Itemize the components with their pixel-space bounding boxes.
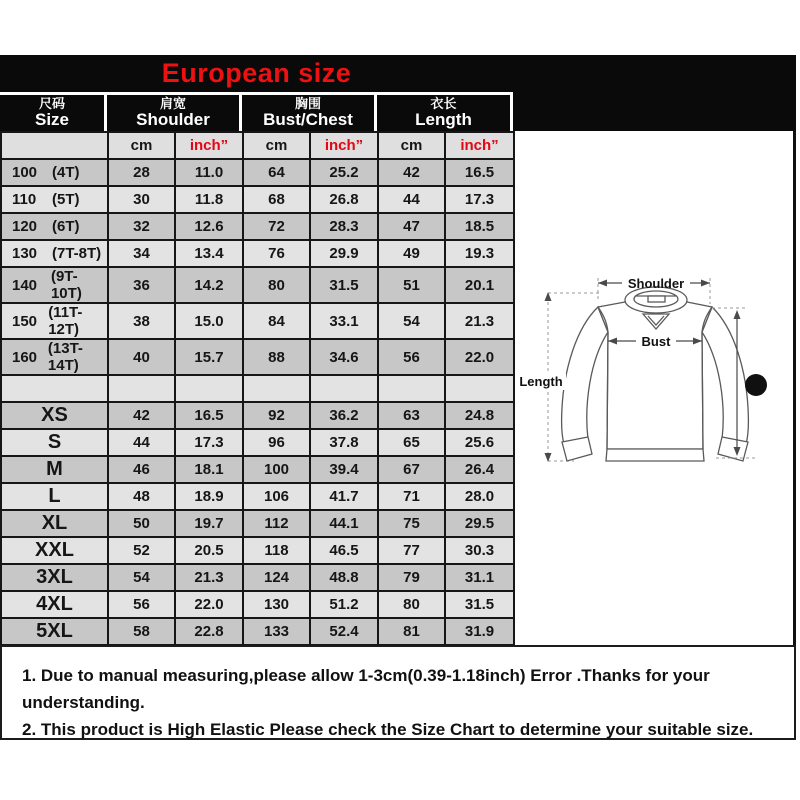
shoulder-inch-cell: 18.9 [175,483,243,510]
column-header-bust [242,95,377,131]
bust-cm-cell: 80 [243,267,310,303]
bust-unit-cm: cm [243,132,310,159]
length-cm-cell: 71 [378,483,445,510]
column-header-length-en: Length [415,110,472,129]
length-inch-cell: 20.1 [445,267,514,303]
length-inch-cell: 31.5 [445,591,514,618]
bust-cm-cell: 133 [243,618,310,645]
bust-cm-cell: 64 [243,159,310,186]
table-row-5XL [1,618,514,645]
column-header-shoulder-zh: 肩宽 [159,96,186,111]
page-title: European size [161,58,352,88]
size-number: 110 [12,191,37,208]
size-cell [1,186,108,213]
length-inch-cell: 18.5 [445,213,514,240]
shoulder-cm-cell: 30 [108,186,175,213]
table-row-S [1,429,514,456]
length-inch-cell: 29.5 [445,510,514,537]
size-number: 150 [12,312,38,330]
bust-inch-cell: 48.8 [310,564,378,591]
length-cm-cell: 75 [378,510,445,537]
size-cell: S [1,429,108,456]
bust-inch-cell: 51.2 [310,591,378,618]
shoulder-cm-cell: 58 [108,618,175,645]
bust-cm-cell [243,375,310,402]
table-row-XS [1,402,514,429]
size-number: 120 [12,218,38,235]
shoulder-cm-cell: 52 [108,537,175,564]
bust-inch-cell: 46.5 [310,537,378,564]
shoulder-inch-cell: 20.5 [175,537,243,564]
shoulder-cm-cell: 50 [108,510,175,537]
hem-band [606,449,704,461]
size-number: 130 [12,245,38,262]
table-row-XXL [1,537,514,564]
size-cell: XL [1,510,108,537]
shoulder-cm-cell: 28 [108,159,175,186]
size-fit: (5T) [52,191,80,208]
bust-inch-cell: 52.4 [310,618,378,645]
column-header-size-en: Size [34,110,70,129]
table-row-L [1,483,514,510]
shoulder-unit-cm: cm [108,132,175,159]
size-table [0,131,515,673]
length-label: Length [519,374,563,389]
bust-inch-cell: 28.3 [310,213,378,240]
size-cell [1,267,108,303]
table-row-4XL [1,591,514,618]
length-inch-cell: 16.5 [445,159,514,186]
length-cm-cell: 63 [378,402,445,429]
size-cell: 4XL [1,591,108,618]
shoulder-inch-cell: 22.0 [175,591,243,618]
size-fit: (13T-14T) [47,340,83,374]
size-cell: M [1,456,108,483]
column-header-shoulder-en: Shoulder [136,110,210,129]
bust-inch-cell: 25.2 [310,159,378,186]
length-cm-cell: 79 [378,564,445,591]
shoulder-cm-cell: 38 [108,303,175,339]
shoulder-unit-inch: inch” [175,132,243,159]
bust-cm-cell: 100 [243,456,310,483]
length-inch-cell: 31.9 [445,618,514,645]
length-cm-cell: 49 [378,240,445,267]
shoulder-cm-cell: 48 [108,483,175,510]
bust-inch-cell: 39.4 [310,456,378,483]
size-cell [1,375,108,402]
length-cm-cell: 42 [378,159,445,186]
bust-inch-cell: 36.2 [310,402,378,429]
table-row-spacer [1,375,514,402]
length-cm-cell: 65 [378,429,445,456]
table-row-100 [1,159,514,186]
shoulder-cm-cell: 46 [108,456,175,483]
unit-header-size-cell [1,132,108,159]
column-header-bust-en: Bust/Chest [263,110,353,129]
length-inch-cell: 21.3 [445,303,514,339]
shoulder-inch-cell: 11.0 [175,159,243,186]
right-sleeve [702,307,748,444]
left-sleeve [562,307,608,444]
bust-cm-cell: 106 [243,483,310,510]
size-fit: (11T-12T) [48,304,83,338]
bust-cm-cell: 72 [243,213,310,240]
size-fit: (4T) [52,164,80,181]
right-arrowhead-up [734,310,741,319]
shoulder-cm-cell: 42 [108,402,175,429]
bust-inch-cell: 34.6 [310,339,378,375]
length-unit-inch: inch” [445,132,514,159]
length-cm-cell: 77 [378,537,445,564]
table-row-120 [1,213,514,240]
length-inch-cell: 22.0 [445,339,514,375]
garment-diagram [510,240,800,490]
shoulder-cm-cell: 44 [108,429,175,456]
size-table-body [1,132,514,672]
shoulder-inch-cell: 17.3 [175,429,243,456]
length-inch-cell: 17.3 [445,186,514,213]
bust-inch-cell: 33.1 [310,303,378,339]
shoulder-cm-cell: 36 [108,267,175,303]
bust-label: Bust [641,334,671,349]
column-header-bust-zh: 胸围 [294,96,321,111]
bust-cm-cell: 76 [243,240,310,267]
shoulder-inch-cell: 19.7 [175,510,243,537]
bust-inch-cell: 26.8 [310,186,378,213]
size-number: 100 [12,164,38,181]
bust-inch-cell: 41.7 [310,483,378,510]
table-row-160 [1,339,514,375]
column-header-shoulder [107,95,242,131]
size-cell: L [1,483,108,510]
bust-cm-cell: 92 [243,402,310,429]
bust-inch-cell: 44.1 [310,510,378,537]
shoulder-cm-cell: 32 [108,213,175,240]
length-inch-cell [445,375,514,402]
shoulder-inch-cell: 13.4 [175,240,243,267]
length-cm-cell [378,375,445,402]
length-inch-cell: 24.8 [445,402,514,429]
length-cm-cell: 81 [378,618,445,645]
size-cell: 3XL [1,564,108,591]
length-cm-cell: 51 [378,267,445,303]
size-fit: (7T-8T) [52,245,102,262]
size-cell: XXL [1,537,108,564]
shoulder-cm-cell: 54 [108,564,175,591]
bust-unit-inch: inch” [310,132,378,159]
length-inch-cell: 19.3 [445,240,514,267]
shoulder-inch-cell: 14.2 [175,267,243,303]
shoulder-inch-cell: 12.6 [175,213,243,240]
shoulder-inch-cell: 15.7 [175,339,243,375]
length-inch-cell: 26.4 [445,456,514,483]
size-number: 140 [12,276,38,294]
column-header-size [0,95,107,131]
length-inch-cell: 25.6 [445,429,514,456]
length-cm-cell: 80 [378,591,445,618]
table-row-XL [1,510,514,537]
table-row-3XL [1,564,514,591]
size-cell [1,213,108,240]
table-row-110 [1,186,514,213]
shoulder-arrowhead-left [598,280,607,287]
length-cm-cell: 67 [378,456,445,483]
size-cell [1,240,108,267]
bust-cm-cell: 68 [243,186,310,213]
size-cell [1,159,108,186]
column-header-length-zh: 衣长 [430,96,457,111]
column-header-size-zh: 尺码 [38,96,65,111]
length-inch-cell: 30.3 [445,537,514,564]
bust-inch-cell: 31.5 [310,267,378,303]
bust-inch-cell: 37.8 [310,429,378,456]
right-cuff [718,437,748,461]
table-row-130 [1,240,514,267]
bust-cm-cell: 88 [243,339,310,375]
unit-header-row [1,132,514,159]
note-line-1: 1. Due to manual measuring,please allow 1-3cm(0.39-1.18inch) Error .Thanks for your understanding. [22,666,710,712]
table-row-150 [1,303,514,339]
table-row-M [1,456,514,483]
shoulder-cm-cell: 34 [108,240,175,267]
note-line-2: 2. This product is High Elastic Please check the Size Chart to determine your suitable size. [22,720,754,739]
bust-cm-cell: 112 [243,510,310,537]
length-unit-cm: cm [378,132,445,159]
shoulder-cm-cell: 56 [108,591,175,618]
shoulder-arrowhead-right [701,280,710,287]
size-cell: XS [1,402,108,429]
length-cm-cell: 54 [378,303,445,339]
shoulder-inch-cell: 15.0 [175,303,243,339]
bust-inch-cell [310,375,378,402]
table-header-row [0,92,513,131]
size-cell [1,303,108,339]
length-cm-cell: 47 [378,213,445,240]
bust-cm-cell: 124 [243,564,310,591]
length-inch-cell: 28.0 [445,483,514,510]
neck-tag [648,296,665,302]
size-cell: 5XL [1,618,108,645]
bust-cm-cell: 130 [243,591,310,618]
length-inch-cell: 31.1 [445,564,514,591]
column-header-length [377,95,513,131]
length-cm-cell: 56 [378,339,445,375]
bust-inch-cell: 29.9 [310,240,378,267]
left-cuff [562,437,592,461]
shoulder-cm-cell: 40 [108,339,175,375]
shoulder-inch-cell: 18.1 [175,456,243,483]
badge-number: 3 [752,378,760,393]
table-row-140 [1,267,514,303]
shoulder-inch-cell: 16.5 [175,402,243,429]
shoulder-inch-cell: 21.3 [175,564,243,591]
shoulder-inch-cell: 11.8 [175,186,243,213]
shoulder-inch-cell [175,375,243,402]
shoulder-cm-cell [108,375,175,402]
size-cell [1,339,108,375]
bust-cm-cell: 96 [243,429,310,456]
bust-cm-cell: 118 [243,537,310,564]
bust-cm-cell: 84 [243,303,310,339]
shoulder-inch-cell: 22.8 [175,618,243,645]
notes-box [0,645,796,740]
shoulder-label: Shoulder [627,276,685,291]
size-fit: (6T) [52,218,80,235]
length-cm-cell: 44 [378,186,445,213]
size-number: 160 [12,348,38,366]
size-fit: (9T-10T) [50,268,82,302]
